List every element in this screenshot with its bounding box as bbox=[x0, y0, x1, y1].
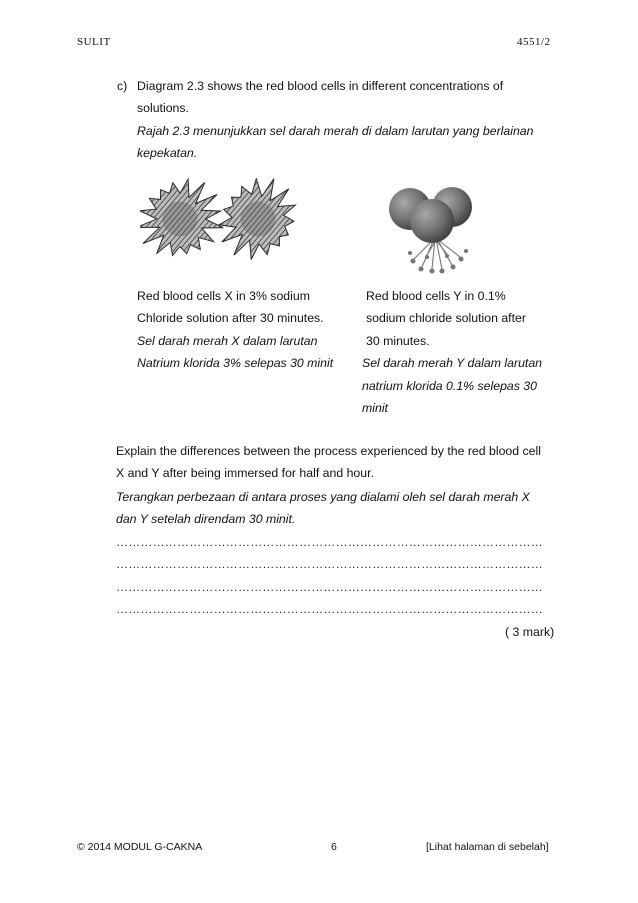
task-ms-line2: dan Y setelah direndam 30 minit. bbox=[116, 512, 296, 526]
task-ms-line1: Terangkan perbezaan di antara proses yang dialami oleh sel darah merah X bbox=[116, 490, 530, 504]
cell-y-en-line2: sodium chloride solution after bbox=[366, 311, 526, 325]
cell-x-ms-line1: Sel darah merah X dalam larutan bbox=[137, 334, 318, 348]
footer-right: [Lihat halaman di sebelah] bbox=[426, 841, 549, 853]
cell-y-en-line1: Red blood cells Y in 0.1% bbox=[366, 289, 506, 303]
answer-line[interactable]: …………………………………………………………………………………………… bbox=[116, 602, 543, 616]
header-left: SULIT bbox=[77, 36, 111, 48]
crenated-cells-image bbox=[140, 178, 300, 260]
cell-y-ms-line3: minit bbox=[362, 401, 388, 415]
marks-label: ( 3 mark) bbox=[505, 625, 555, 639]
crenated-cell-icon bbox=[140, 179, 223, 256]
question-en-line2: solutions. bbox=[137, 101, 189, 115]
cell-x-ms-line2: Natrium klorida 3% selepas 30 minit bbox=[137, 356, 334, 370]
lysed-cells-image bbox=[380, 183, 490, 275]
cell-y-ms-line2: natrium klorida 0.1% selepas 30 bbox=[362, 379, 537, 393]
answer-line[interactable]: …………………………………………………………………………………………… bbox=[116, 580, 543, 594]
task-en-line2: X and Y after being immersed for half and hour. bbox=[116, 466, 374, 480]
footer-left: © 2014 MODUL G-CAKNA bbox=[77, 841, 203, 853]
answer-line[interactable]: …………………………………………………………………………………………… bbox=[116, 535, 543, 549]
question-en-line1: Diagram 2.3 shows the red blood cells in different concentrations of bbox=[137, 79, 504, 93]
answer-line[interactable]: …………………………………………………………………………………………… bbox=[116, 557, 543, 571]
lysed-cell-icon bbox=[389, 187, 472, 273]
question-ms-line1: Rajah 2.3 menunjukkan sel darah merah di dalam larutan yang berlainan bbox=[137, 124, 534, 138]
cell-x-en-line2: Chloride solution after 30 minutes. bbox=[137, 311, 324, 325]
question-label: c) bbox=[117, 79, 128, 93]
cell-y-en-line3: 30 minutes. bbox=[366, 334, 430, 348]
question-ms-line2: kepekatan. bbox=[137, 146, 198, 160]
cell-y-ms-line1: Sel darah merah Y dalam larutan bbox=[362, 356, 543, 370]
crenated-cell-icon bbox=[219, 179, 295, 260]
cell-x-en-line1: Red blood cells X in 3% sodium bbox=[137, 289, 310, 303]
header-right: 4551/2 bbox=[517, 36, 551, 48]
page-number: 6 bbox=[331, 841, 337, 853]
task-en-line1: Explain the differences between the process experienced by the red blood cell bbox=[116, 444, 541, 458]
